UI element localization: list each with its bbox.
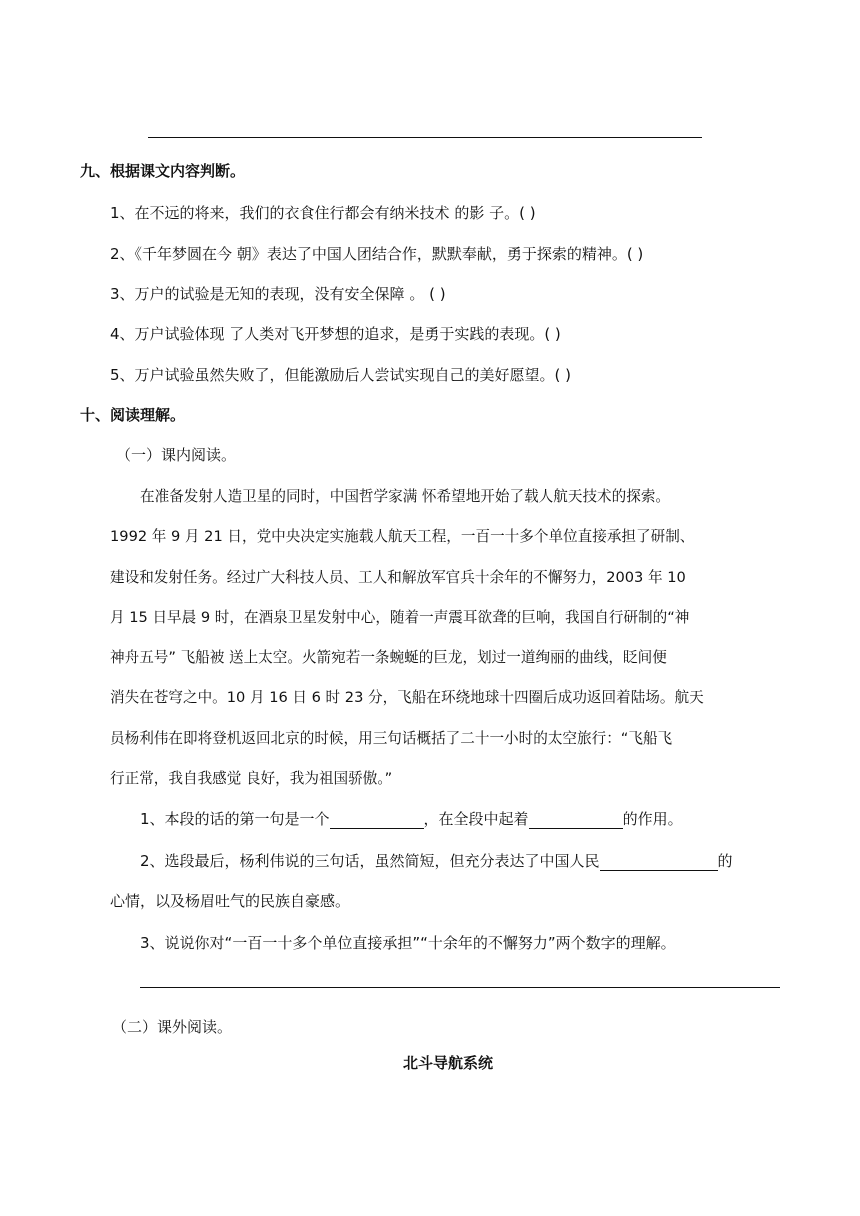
passage-line-8: 行正常，我自我感觉 良好，我为祖国骄傲。”	[110, 770, 393, 787]
judgment-item-2: 2、《千年梦圆在今 朝》表达了中国人团结合作，默默奉献，勇于探索的精神。( )	[110, 245, 644, 263]
passage-line-7: 员杨利伟在即将登机返回北京的时候，用三句话概括了二十一小时的太空旅行：“飞船飞	[110, 730, 673, 747]
question-2	[140, 850, 733, 871]
answer-line-top	[148, 137, 702, 138]
passage-line-1: 在准备发射人造卫星的同时，中国哲学家满 怀希望地开始了载人航天技术的探索。	[140, 488, 671, 505]
passage-line-3: 建设和发射任务。经过广大科技人员、工人和解放军官兵十余年的不懈努力，2003 年 10	[110, 569, 686, 586]
judgment-item-4: 4、万户试验体现 了人类对飞开梦想的追求，是勇于实践的表现。( )	[110, 325, 561, 343]
judgment-item-3: 3、万户的试验是无知的表现，没有安全保障 。 ( )	[110, 285, 446, 303]
answer-blank-1[interactable]	[330, 810, 424, 829]
judgment-item-1: 1、在不远的将来，我们的衣食住行都会有纳米技术 的影 子。( )	[110, 204, 536, 222]
question-1	[140, 808, 683, 829]
passage-line-6: 消失在苍穹之中。10 月 16 日 6 时 23 分，飞船在环绕地球十四圈后成功返回着陆场。航天	[110, 689, 704, 706]
passage-line-2: 1992 年 9 月 21 日，党中央决定实施载人航天工程，一百一十多个单位直接承担了研制、	[110, 528, 695, 545]
section-9-heading: 九、根据课文内容判断。	[80, 162, 246, 180]
question-1-part-a: 1、本段的话的第一句是一个	[140, 810, 330, 828]
answer-blank-3[interactable]	[600, 852, 718, 871]
section-10-heading: 十、阅读理解。	[80, 406, 186, 424]
article-title: 北斗导航系统	[402, 1054, 493, 1072]
part2-title: （二）课外阅读。	[112, 1018, 233, 1036]
question-1-part-b: ，在全段中起着	[423, 810, 529, 828]
part1-title: （一）课内阅读。	[116, 446, 237, 464]
question-2-part-b: 的	[717, 852, 733, 870]
answer-blank-2[interactable]	[529, 810, 623, 829]
question-2-part-a: 2、选段最后，杨利伟说的三句话，虽然简短，但充分表达了中国人民	[140, 852, 600, 870]
passage-line-5: 神舟五号” 飞船被 送上太空。火箭宛若一条蜿蜒的巨龙，划过一道绚丽的曲线，眨间便	[110, 649, 667, 666]
question-3: 3、说说你对“一百一十多个单位直接承担”“十余年的不懈努力”两个数字的理解。	[140, 934, 676, 952]
question-1-part-c: 的作用。	[622, 810, 683, 828]
judgment-item-5: 5、万户试验虽然失败了，但能激励后人尝试实现自己的美好愿望。( )	[110, 366, 572, 384]
answer-line-q3[interactable]	[140, 987, 780, 988]
question-2-continued: 心情，以及杨眉吐气的民族自豪感。	[110, 892, 351, 910]
passage-line-4: 月 15 日早晨 9 时，在酒泉卫星发射中心，随着一声震耳欲聋的巨响，我国自行研制的“神	[110, 609, 690, 626]
